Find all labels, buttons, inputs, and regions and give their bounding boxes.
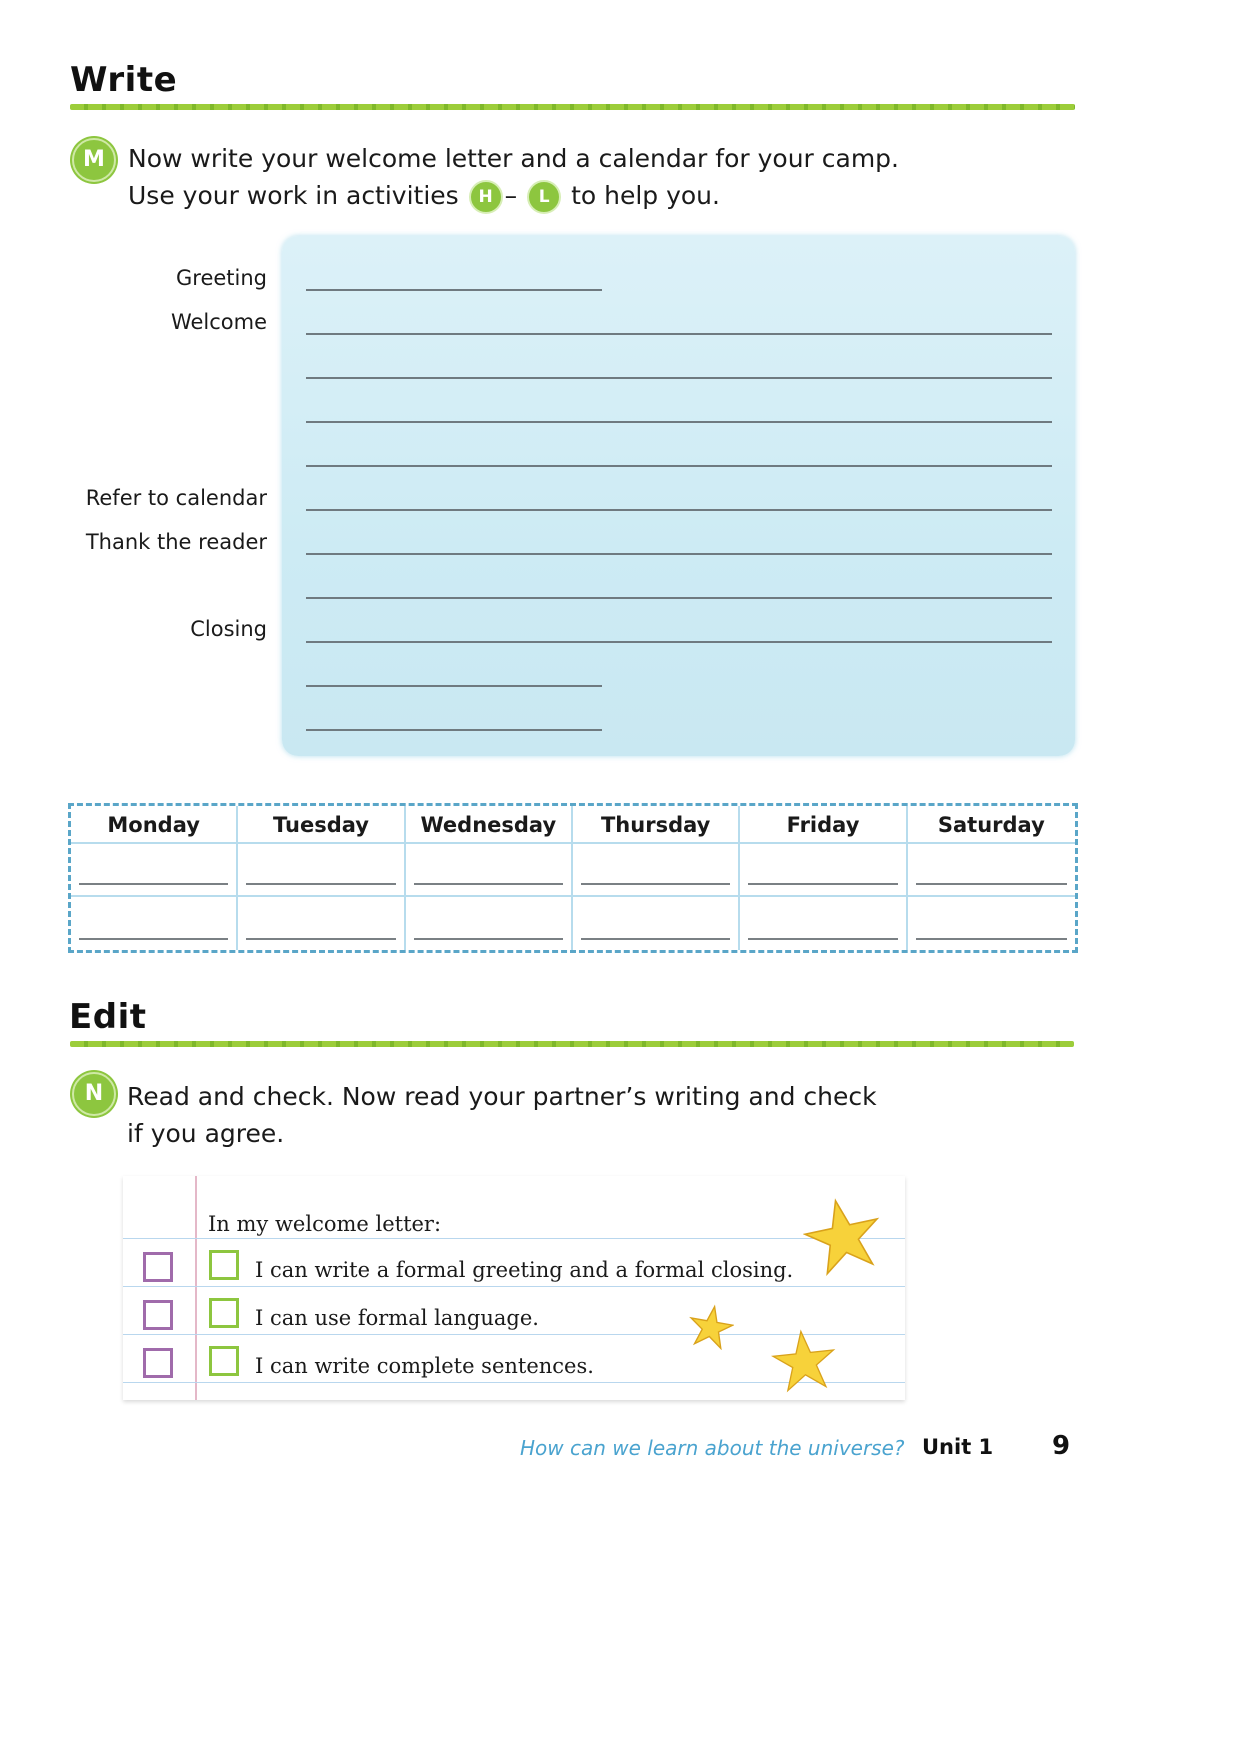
writing-line-greeting[interactable] [306,289,602,291]
edit-instruction-line2: if you agree. [127,1119,285,1148]
write-instruction-prefix: Use your work in activities [128,181,459,210]
activity-badge-m: M [72,138,116,182]
label-refer-to-calendar: Refer to calendar [85,486,267,510]
write-section-rule [70,104,1075,110]
edit-instruction-line1: Read and check. Now read your partner’s writing and check [127,1082,877,1111]
footer-unit-label: Unit 1 [922,1435,994,1459]
self-checkbox[interactable] [209,1346,239,1376]
ruled-line [123,1238,905,1239]
writing-line[interactable] [306,465,1052,467]
calendar-cell[interactable] [740,844,907,897]
letter-writing-area [282,236,1075,756]
calendar-grid [71,806,1075,950]
write-instruction-line2 [128,177,1028,214]
write-instruction [128,140,1028,214]
calendar-day-friday: Friday [740,806,907,844]
label-thank-the-reader: Thank the reader [85,530,267,554]
edit-section-title: Edit [69,997,147,1037]
calendar-day-monday: Monday [71,806,238,844]
self-checkbox[interactable] [209,1298,239,1328]
activity-badge-h: H [469,180,503,214]
calendar-cell[interactable] [573,897,740,950]
calendar-cell[interactable] [908,897,1075,950]
calendar-cell[interactable] [238,897,405,950]
partner-checkbox[interactable] [143,1252,173,1282]
calendar-day-saturday: Saturday [908,806,1075,844]
calendar-day-wednesday: Wednesday [406,806,573,844]
write-instruction-line1: Now write your welcome letter and a calendar for your camp. [128,144,899,173]
edit-instruction [127,1078,1027,1152]
writing-line[interactable] [306,333,1052,335]
calendar-cell[interactable] [573,844,740,897]
checklist-item: I can use formal language. [255,1306,539,1330]
checklist-item: I can write a formal greeting and a formal closing. [255,1258,794,1282]
label-welcome: Welcome [170,310,267,334]
writing-line-closing[interactable] [306,685,602,687]
calendar-cell[interactable] [740,897,907,950]
calendar-cell[interactable] [71,897,238,950]
footer-unit-question: How can we learn about the universe? [520,1436,905,1460]
checklist-heading: In my welcome letter: [208,1212,442,1236]
activity-badge-l: L [527,180,561,214]
calendar-day-thursday: Thursday [573,806,740,844]
card-margin-line [195,1176,197,1400]
writing-line[interactable] [306,377,1052,379]
partner-checkbox[interactable] [143,1300,173,1330]
page-number: 9 [1052,1431,1071,1461]
calendar-cell[interactable] [71,844,238,897]
writing-line[interactable] [306,597,1052,599]
edit-section-rule [70,1041,1074,1047]
calendar-cell[interactable] [406,897,573,950]
calendar-day-tuesday: Tuesday [238,806,405,844]
label-greeting: Greeting [176,266,267,290]
range-dash: – [504,181,518,210]
writing-line[interactable] [306,421,1052,423]
star-small-icon [688,1304,734,1350]
ruled-line [123,1286,905,1287]
writing-line-signature[interactable] [306,729,602,731]
calendar-cell[interactable] [406,844,573,897]
label-closing: Closing [190,617,267,641]
calendar-cell[interactable] [908,844,1075,897]
partner-checkbox[interactable] [143,1348,173,1378]
write-instruction-suffix: to help you. [571,181,720,210]
star-medium-icon [771,1328,837,1394]
self-checkbox[interactable] [209,1250,239,1280]
write-section-title: Write [70,60,178,100]
checklist-item: I can write complete sentences. [255,1354,594,1378]
self-check-card [123,1176,905,1400]
writing-line[interactable] [306,553,1052,555]
camp-calendar [68,803,1078,953]
star-large-icon [803,1196,883,1276]
calendar-cell[interactable] [238,844,405,897]
writing-line[interactable] [306,641,1052,643]
writing-line[interactable] [306,509,1052,511]
activity-badge-n: N [72,1072,116,1116]
